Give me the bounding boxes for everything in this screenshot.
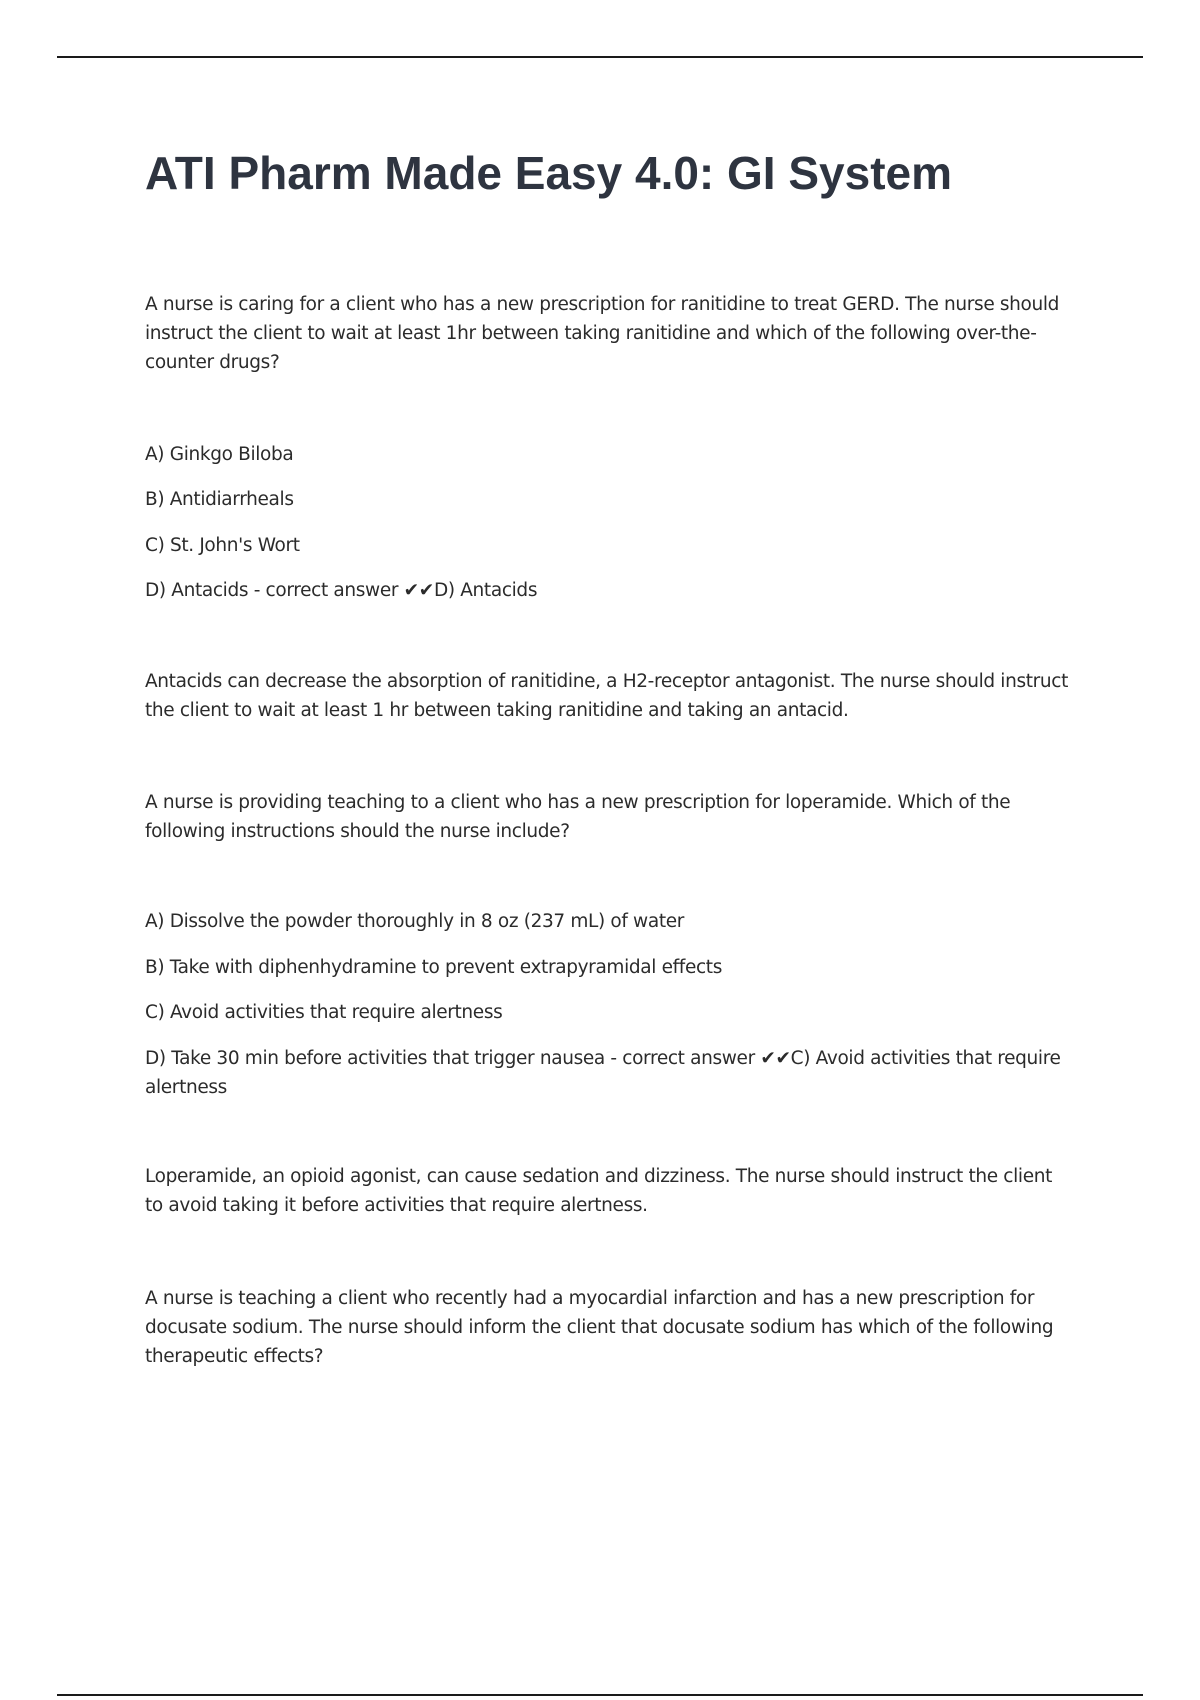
answer-option: C) St. John's Wort	[145, 535, 300, 556]
question-text: A nurse is teaching a client who recently had a myocardial infarction and has a new prescription for docusate sodium. The nurse should inform the client that docusate sodium has which of the following therapeutic effects?	[145, 1288, 1054, 1367]
top-divider	[57, 56, 1143, 58]
question-text: A nurse is providing teaching to a client who has a new prescription for loperamide. Which of the following instructions should the nurse include?	[145, 792, 1011, 842]
bottom-divider	[57, 1694, 1143, 1696]
question-text: A nurse is caring for a client who has a new prescription for ranitidine to treat GERD. The nurse should instruct the client to wait at least 1hr between taking ranitidine and which of the following over-the-counter drugs?	[145, 294, 1060, 373]
page-title: ATI Pharm Made Easy 4.0: GI System	[145, 147, 953, 199]
rationale-text: Loperamide, an opioid agonist, can cause sedation and dizziness. The nurse should instruct the client to avoid taking it before activities that require alertness.	[145, 1166, 1053, 1216]
rationale-text: Antacids can decrease the absorption of ranitidine, a H2-receptor antagonist. The nurse should instruct the client to wait at least 1 hr between taking ranitidine and taking an antacid.	[145, 671, 1069, 721]
answer-option: B) Antidiarrheals	[145, 489, 294, 510]
answer-option: B) Take with diphenhydramine to prevent extrapyramidal effects	[145, 957, 722, 978]
answer-option: A) Ginkgo Biloba	[145, 444, 294, 465]
answer-option: D) Antacids - correct answer ✔✔D) Antacids	[145, 580, 538, 601]
answer-option: D) Take 30 min before activities that trigger nausea - correct answer ✔✔C) Avoid activities that require alertness	[145, 1048, 1061, 1098]
answer-option: C) Avoid activities that require alertness	[145, 1002, 503, 1023]
answer-option: A) Dissolve the powder thoroughly in 8 oz (237 mL) of water	[145, 911, 685, 932]
